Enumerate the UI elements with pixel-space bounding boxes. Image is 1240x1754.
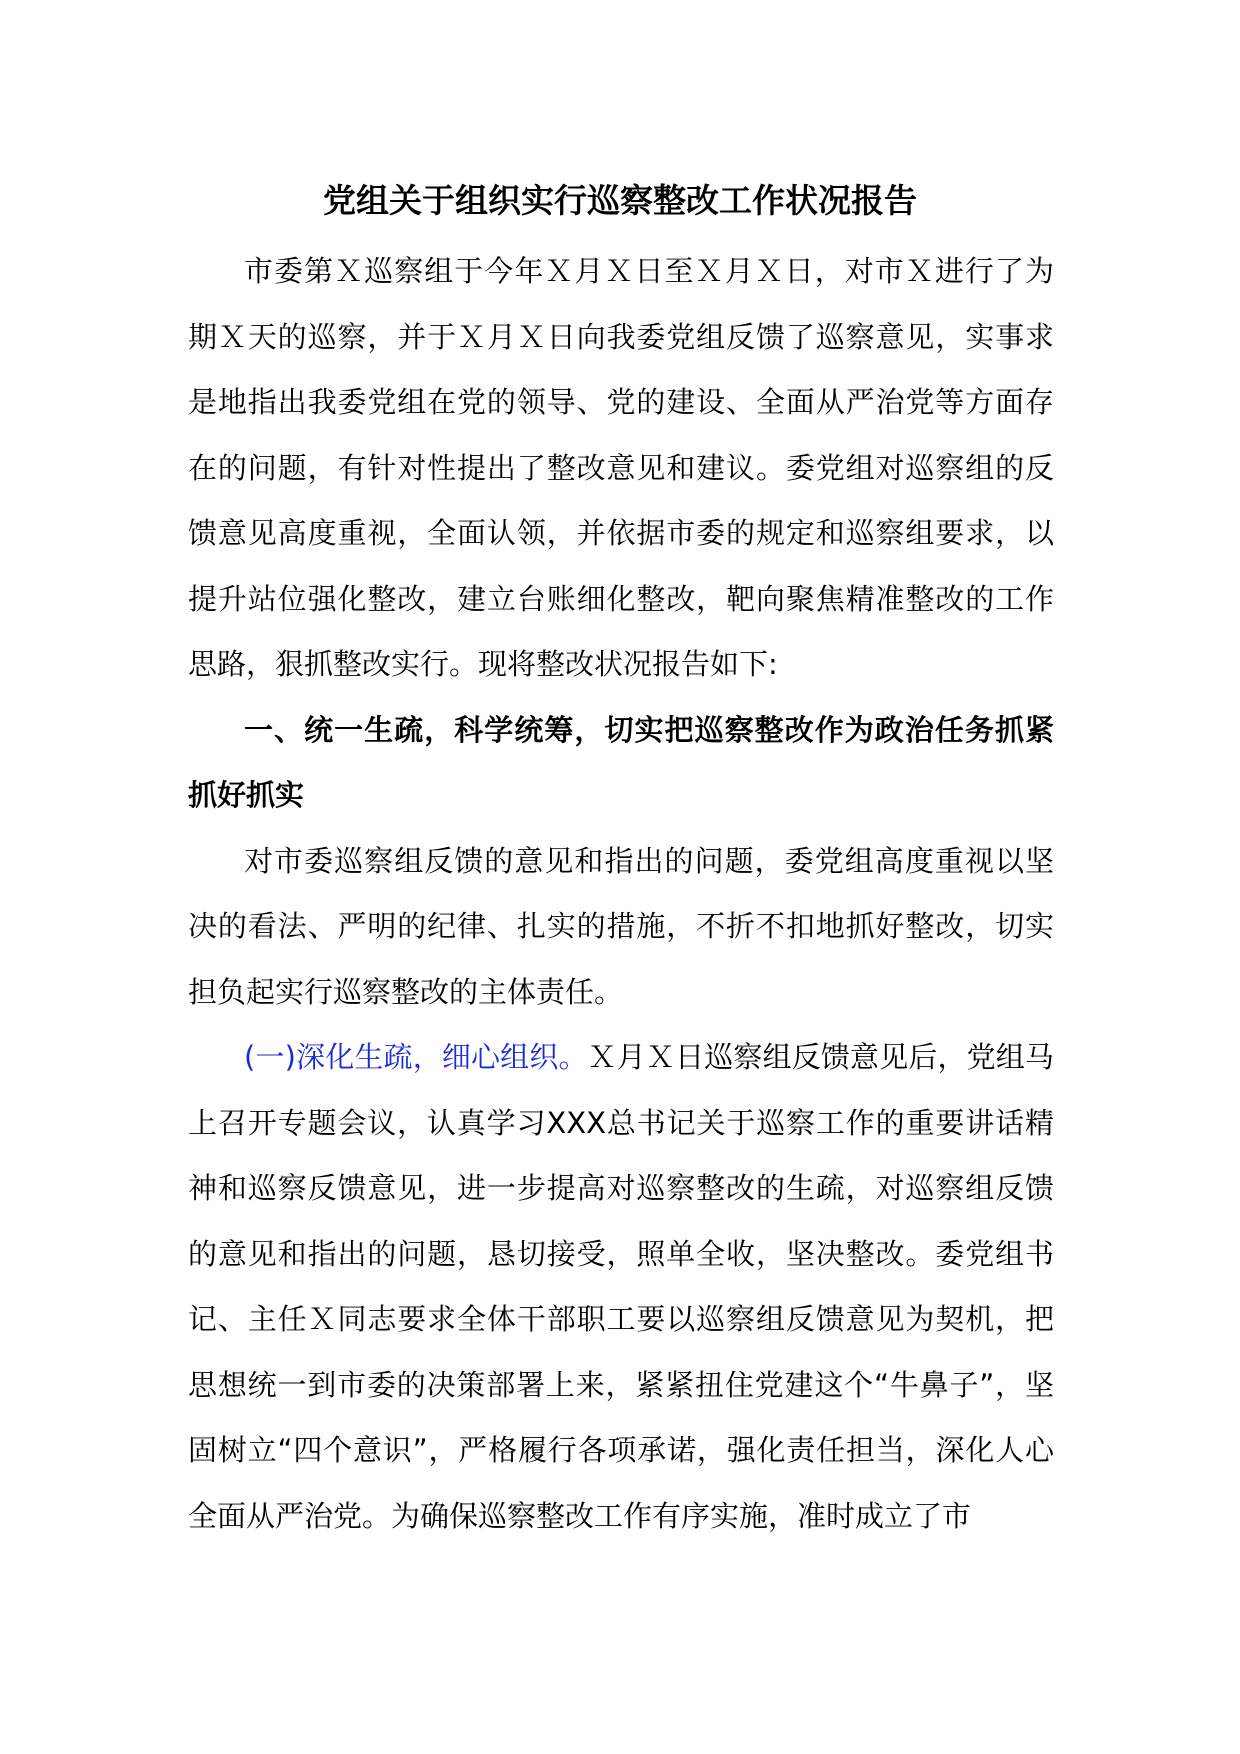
- subsection-heading: (一)深化生疏，细心组织。: [244, 1040, 588, 1074]
- document-title: 党组关于组织实行巡察整改工作状况报告: [323, 181, 917, 220]
- subsection-text: Ｘ月Ｘ日巡察组反馈意见后，党组马上召开专题会议，认真学习XXX总书记关于巡察工作的重要讲话精神和巡察反馈意见，进一步提高对巡察整改的生疏，对巡察组反馈的意见和指出的问题，恳切接受，照单全收，坚决整改。委党组书记、主任Ｘ同志要求全体干部职工要以巡察组反馈意见为契机，把思想统一到市委的决策部署上来，紧紧扭住党建这个“牛鼻子”，坚固树立“四个意识”，严格履行各项承诺，强化责任担当，深化人心全面从严治党。为确保巡察整改工作有序实施，准时成立了市: [188, 1040, 1054, 1533]
- paragraph-section-1: 对市委巡察组反馈的意见和指出的问题，委党组高度重视以坚决的看法、严明的纪律、扎实的措施，不折不扣地抓好整改，切实担负起实行巡察整改的主体责任。: [188, 843, 1054, 1009]
- paragraph-subsection-1: [188, 1025, 1054, 1549]
- document-body: [188, 239, 1054, 1549]
- paragraph-intro: 市委第Ｘ巡察组于今年Ｘ月Ｘ日至Ｘ月Ｘ日，对市Ｘ进行了为期Ｘ天的巡察，并于Ｘ月Ｘ日向我委党组反馈了巡察意见，实事求是地指出我委党组在党的领导、党的建设、全面从严治党等方面存在的问题，有针对性提出了整改意见和建议。委党组对巡察组的反馈意见高度重视，全面认领，并依据市委的规定和巡察组要求，以提升站位强化整改，建立台账细化整改，靶向聚焦精准整改的工作思路，狠抓整改实行。现将整改状况报告如下:: [188, 254, 1054, 681]
- section-heading-1: 一、统一生疏，科学统筹，切实把巡察整改作为政治任务抓紧抓好抓实: [188, 712, 1054, 812]
